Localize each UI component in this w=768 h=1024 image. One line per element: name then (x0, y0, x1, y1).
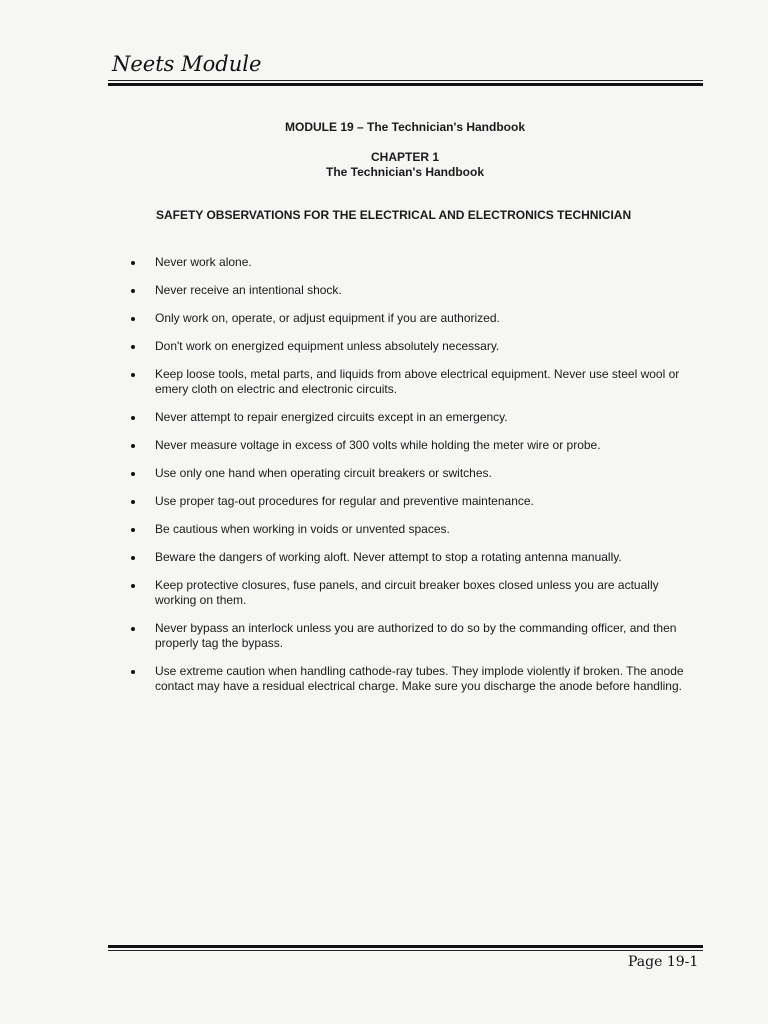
bullet-item (128, 494, 698, 509)
bullet-text: Never measure voltage in excess of 300 volts while holding the meter wire or probe. (155, 438, 601, 452)
bullet-item (128, 311, 698, 326)
header-title: Neets Module (112, 52, 262, 76)
bullet-item (128, 255, 698, 270)
bullet-icon (131, 472, 135, 476)
bullet-text: Never bypass an interlock unless you are authorized to do so by the commanding officer, and then properly tag the bypass. (155, 621, 677, 650)
chapter-title: The Technician's Handbook (326, 165, 484, 179)
safety-bullet-list (128, 255, 698, 707)
bullet-text: Use only one hand when operating circuit breakers or switches. (155, 466, 492, 480)
bullet-text: Don't work on energized equipment unless absolutely necessary. (155, 339, 500, 353)
chapter-label: CHAPTER 1 (370, 150, 439, 164)
bullet-text: Keep loose tools, metal parts, and liquids from above electrical equipment. Never use steel wool or emery cloth on electric and electronic circuits. (155, 367, 680, 396)
bullet-item (128, 621, 698, 651)
footer-rule-thin (108, 950, 703, 951)
bullet-text: Use extreme caution when handling cathode-ray tubes. They implode violently if broken. The anode contact may have a residual electrical charge. Make sure you discharge the anode before handling. (155, 664, 684, 693)
bullet-icon (131, 416, 135, 420)
header-rule-thick (108, 83, 703, 86)
bullet-icon (131, 345, 135, 349)
bullet-item (128, 339, 698, 354)
bullet-item (128, 283, 698, 298)
bullet-item (128, 367, 698, 397)
header-rule-thin (108, 80, 703, 81)
bullet-item (128, 438, 698, 453)
bullet-item (128, 410, 698, 425)
bullet-icon (131, 627, 135, 631)
bullet-icon (131, 444, 135, 448)
bullet-icon (131, 500, 135, 504)
bullet-text: Never work alone. (155, 255, 252, 269)
chapter-heading (0, 150, 768, 180)
module-title: MODULE 19 – The Technician's Handbook (284, 120, 525, 134)
bullet-icon (131, 261, 135, 265)
bullet-icon (131, 317, 135, 321)
bullet-item (128, 522, 698, 537)
bullet-item (128, 578, 698, 608)
bullet-text: Keep protective closures, fuse panels, and circuit breaker boxes closed unless you are actually working on them. (155, 578, 659, 607)
footer-rule-thick (108, 945, 703, 948)
bullet-icon (131, 556, 135, 560)
bullet-icon (131, 289, 135, 293)
bullet-text: Never attempt to repair energized circuits except in an emergency. (155, 410, 508, 424)
section-title: SAFETY OBSERVATIONS FOR THE ELECTRICAL AND ELECTRONICS TECHNICIAN (156, 208, 632, 222)
bullet-text: Use proper tag-out procedures for regular and preventive maintenance. (155, 494, 534, 508)
bullet-icon (131, 373, 135, 377)
bullet-text: Never receive an intentional shock. (155, 283, 342, 297)
bullet-icon (131, 528, 135, 532)
bullet-item (128, 550, 698, 565)
bullet-text: Only work on, operate, or adjust equipment if you are authorized. (155, 311, 500, 325)
bullet-item (128, 466, 698, 481)
bullet-text: Be cautious when working in voids or unvented spaces. (155, 522, 450, 536)
page-number: Page 19-1 (628, 954, 699, 970)
bullet-item (128, 664, 698, 694)
bullet-icon (131, 584, 135, 588)
bullet-text: Beware the dangers of working aloft. Never attempt to stop a rotating antenna manually. (155, 550, 622, 564)
bullet-icon (131, 670, 135, 674)
